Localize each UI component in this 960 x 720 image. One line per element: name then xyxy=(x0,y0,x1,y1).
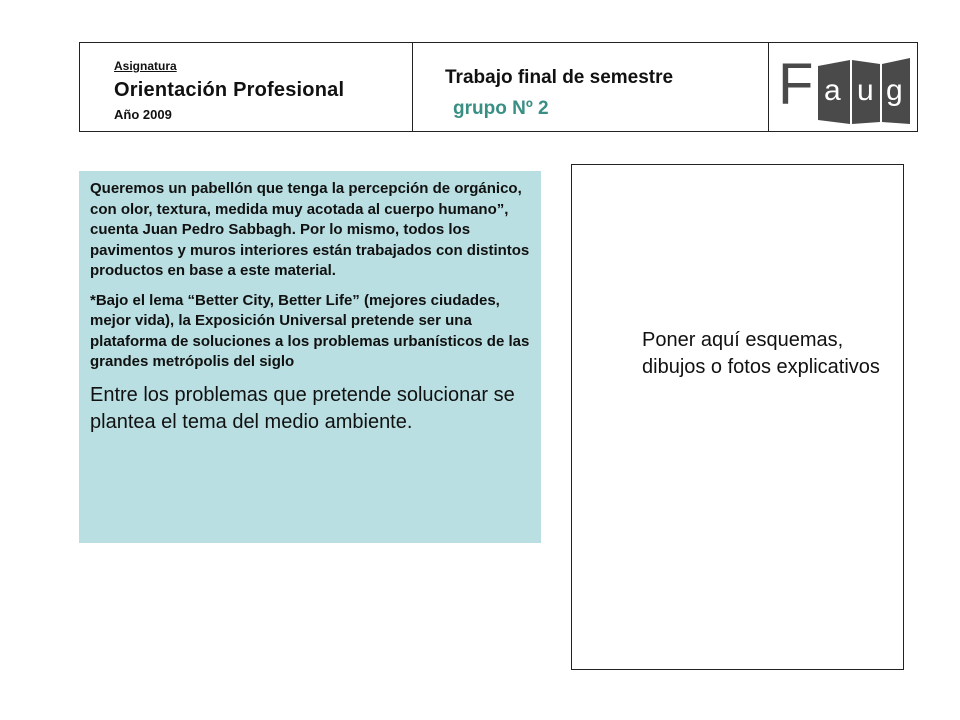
title-cell xyxy=(413,43,769,131)
image-placeholder-box xyxy=(571,164,904,670)
header-table xyxy=(79,42,918,132)
logo-letter-f: F xyxy=(778,52,814,117)
placeholder-text: Poner aquí esquemas, dibujos o fotos explicativos xyxy=(642,329,880,378)
logo-letter-u: u xyxy=(857,74,874,107)
work-title: Trabajo final de semestre xyxy=(445,67,674,88)
work-group: grupo Nº 2 xyxy=(453,98,549,119)
paragraph-expo-motto: *Bajo el lema “Better City, Better Life” (mejores ciudades, mejor vida), la Exposición Universal pretende ser una plataforma de soluciones a los problemas urbanísticos de las grandes metrópolis del siglo xyxy=(90,291,530,370)
course-cell xyxy=(80,43,413,131)
logo-letter-a: a xyxy=(824,74,841,107)
course-name: Orientación Profesional xyxy=(114,79,345,101)
paragraph-environment: Entre los problemas que pretende solucionar se plantea el tema del medio ambiente. xyxy=(90,383,515,433)
faug-logo xyxy=(774,50,914,126)
logo-letter-g: g xyxy=(886,74,903,107)
course-year: Año 2009 xyxy=(114,107,172,122)
paragraph-pavilion: Queremos un pabellón que tenga la percepción de orgánico, con olor, textura, medida muy acotada al cuerpo humano”, cuenta Juan Pedro Sabbagh. Por lo mismo, todos los pavimentos y muros interiores están trabajados con distintos productos en base a este material. xyxy=(90,180,530,279)
text-panel xyxy=(79,171,541,543)
logo-cell xyxy=(769,43,917,131)
course-label: Asignatura xyxy=(114,59,177,73)
